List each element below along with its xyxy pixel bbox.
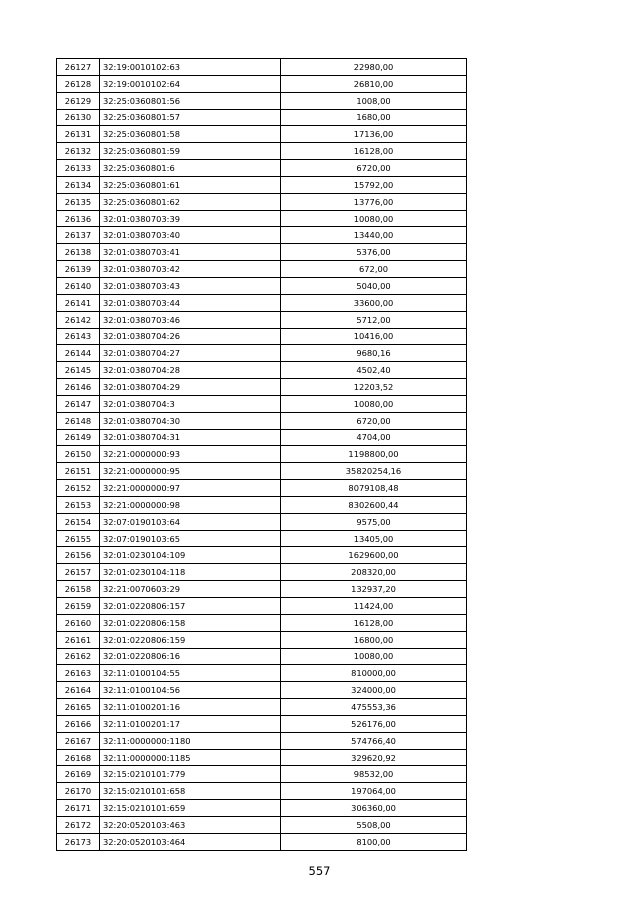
cadastral-value-cell: 16800,00 [281, 631, 467, 648]
table-body [57, 59, 467, 851]
cadastral-number-cell: 32:01:0380703:42 [100, 261, 281, 278]
table-row [57, 92, 467, 109]
cadastral-value-cell: 1629600,00 [281, 547, 467, 564]
row-number-cell: 26135 [57, 193, 100, 210]
cadastral-number-cell: 32:01:0380703:39 [100, 210, 281, 227]
cadastral-value-cell: 16128,00 [281, 614, 467, 631]
cadastral-value-cell: 208320,00 [281, 564, 467, 581]
row-number-cell: 26160 [57, 614, 100, 631]
row-number-cell: 26154 [57, 513, 100, 530]
row-number-cell: 26159 [57, 598, 100, 615]
cadastral-value-cell: 22980,00 [281, 59, 467, 76]
cadastral-value-cell: 4704,00 [281, 429, 467, 446]
table-row [57, 800, 467, 817]
table-row [57, 513, 467, 530]
cadastral-number-cell: 32:25:0360801:56 [100, 92, 281, 109]
cadastral-number-cell: 32:25:0360801:6 [100, 160, 281, 177]
cadastral-number-cell: 32:20:0520103:464 [100, 833, 281, 850]
table-row [57, 530, 467, 547]
cadastral-number-cell: 32:25:0360801:57 [100, 109, 281, 126]
cadastral-number-cell: 32:01:0380704:26 [100, 328, 281, 345]
table-row [57, 732, 467, 749]
cadastral-value-cell: 1198800,00 [281, 446, 467, 463]
cadastral-number-cell: 32:11:0100201:16 [100, 699, 281, 716]
cadastral-number-cell: 32:01:0220806:158 [100, 614, 281, 631]
cadastral-value-cell: 810000,00 [281, 665, 467, 682]
table-row [57, 109, 467, 126]
cadastral-number-cell: 32:21:0000000:93 [100, 446, 281, 463]
table-row [57, 143, 467, 160]
table-row [57, 176, 467, 193]
row-number-cell: 26166 [57, 715, 100, 732]
cadastral-value-cell: 329620,92 [281, 749, 467, 766]
cadastral-number-cell: 32:21:0000000:95 [100, 463, 281, 480]
table-row [57, 210, 467, 227]
cadastral-value-cell: 8079108,48 [281, 480, 467, 497]
cadastral-number-cell: 32:25:0360801:62 [100, 193, 281, 210]
row-number-cell: 26163 [57, 665, 100, 682]
row-number-cell: 26171 [57, 800, 100, 817]
cadastral-number-cell: 32:21:0070603:29 [100, 581, 281, 598]
table-row [57, 749, 467, 766]
table-row [57, 614, 467, 631]
table-row [57, 160, 467, 177]
row-number-cell: 26158 [57, 581, 100, 598]
cadastral-value-cell: 324000,00 [281, 682, 467, 699]
cadastral-number-cell: 32:11:0000000:1185 [100, 749, 281, 766]
cadastral-number-cell: 32:01:0380703:40 [100, 227, 281, 244]
row-number-cell: 26128 [57, 75, 100, 92]
cadastral-number-cell: 32:25:0360801:61 [100, 176, 281, 193]
table-row [57, 412, 467, 429]
table-row [57, 833, 467, 850]
table-row [57, 715, 467, 732]
cadastral-number-cell: 32:01:0230104:109 [100, 547, 281, 564]
cadastral-value-cell: 132937,20 [281, 581, 467, 598]
row-number-cell: 26170 [57, 783, 100, 800]
cadastral-value-cell: 10080,00 [281, 210, 467, 227]
row-number-cell: 26153 [57, 496, 100, 513]
table-row [57, 379, 467, 396]
cadastral-value-cell: 6720,00 [281, 412, 467, 429]
table-row [57, 463, 467, 480]
cadastral-number-cell: 32:01:0380704:30 [100, 412, 281, 429]
cadastral-number-cell: 32:01:0220806:16 [100, 648, 281, 665]
table-row [57, 598, 467, 615]
cadastral-number-cell: 32:19:0010102:64 [100, 75, 281, 92]
table-row [57, 294, 467, 311]
row-number-cell: 26149 [57, 429, 100, 446]
cadastral-value-cell: 8100,00 [281, 833, 467, 850]
cadastral-number-cell: 32:01:0380703:44 [100, 294, 281, 311]
cadastral-number-cell: 32:01:0380704:28 [100, 362, 281, 379]
cadastral-value-cell: 1008,00 [281, 92, 467, 109]
cadastral-value-cell: 98532,00 [281, 766, 467, 783]
table-row [57, 244, 467, 261]
cadastral-number-cell: 32:01:0380704:29 [100, 379, 281, 396]
row-number-cell: 26152 [57, 480, 100, 497]
table-row [57, 395, 467, 412]
table-row [57, 699, 467, 716]
cadastral-number-cell: 32:01:0230104:118 [100, 564, 281, 581]
cadastral-value-cell: 17136,00 [281, 126, 467, 143]
row-number-cell: 26134 [57, 176, 100, 193]
cadastral-value-table [56, 58, 467, 851]
cadastral-value-cell: 5376,00 [281, 244, 467, 261]
cadastral-value-cell: 10416,00 [281, 328, 467, 345]
cadastral-value-cell: 33600,00 [281, 294, 467, 311]
row-number-cell: 26172 [57, 816, 100, 833]
row-number-cell: 26142 [57, 311, 100, 328]
table-row [57, 480, 467, 497]
cadastral-number-cell: 32:07:0190103:65 [100, 530, 281, 547]
row-number-cell: 26148 [57, 412, 100, 429]
row-number-cell: 26167 [57, 732, 100, 749]
row-number-cell: 26146 [57, 379, 100, 396]
cadastral-number-cell: 32:01:0380704:27 [100, 345, 281, 362]
row-number-cell: 26156 [57, 547, 100, 564]
cadastral-number-cell: 32:01:0380704:31 [100, 429, 281, 446]
cadastral-number-cell: 32:01:0380703:46 [100, 311, 281, 328]
row-number-cell: 26168 [57, 749, 100, 766]
row-number-cell: 26137 [57, 227, 100, 244]
cadastral-value-cell: 15792,00 [281, 176, 467, 193]
cadastral-value-cell: 9680,16 [281, 345, 467, 362]
cadastral-value-cell: 10080,00 [281, 395, 467, 412]
table-row [57, 564, 467, 581]
row-number-cell: 26155 [57, 530, 100, 547]
table-row [57, 648, 467, 665]
row-number-cell: 26143 [57, 328, 100, 345]
cadastral-value-cell: 9575,00 [281, 513, 467, 530]
cadastral-value-cell: 13440,00 [281, 227, 467, 244]
cadastral-value-cell: 12203,52 [281, 379, 467, 396]
table-row [57, 362, 467, 379]
row-number-cell: 26165 [57, 699, 100, 716]
cadastral-value-cell: 10080,00 [281, 648, 467, 665]
cadastral-value-cell: 5712,00 [281, 311, 467, 328]
cadastral-value-cell: 197064,00 [281, 783, 467, 800]
cadastral-number-cell: 32:11:0100201:17 [100, 715, 281, 732]
table-row [57, 665, 467, 682]
cadastral-number-cell: 32:01:0380703:43 [100, 277, 281, 294]
row-number-cell: 26130 [57, 109, 100, 126]
table-row [57, 193, 467, 210]
table-row [57, 328, 467, 345]
table-row [57, 277, 467, 294]
row-number-cell: 26173 [57, 833, 100, 850]
cadastral-value-cell: 16128,00 [281, 143, 467, 160]
table-row [57, 126, 467, 143]
cadastral-value-cell: 5040,00 [281, 277, 467, 294]
cadastral-value-cell: 6720,00 [281, 160, 467, 177]
row-number-cell: 26140 [57, 277, 100, 294]
cadastral-value-cell: 574766,40 [281, 732, 467, 749]
table-row [57, 311, 467, 328]
cadastral-number-cell: 32:01:0220806:159 [100, 631, 281, 648]
row-number-cell: 26145 [57, 362, 100, 379]
cadastral-value-cell: 13776,00 [281, 193, 467, 210]
cadastral-number-cell: 32:07:0190103:64 [100, 513, 281, 530]
row-number-cell: 26147 [57, 395, 100, 412]
cadastral-value-cell: 475553,36 [281, 699, 467, 716]
cadastral-number-cell: 32:15:0210101:779 [100, 766, 281, 783]
table-row [57, 682, 467, 699]
table-row [57, 783, 467, 800]
cadastral-number-cell: 32:25:0360801:59 [100, 143, 281, 160]
cadastral-value-cell: 526176,00 [281, 715, 467, 732]
row-number-cell: 26133 [57, 160, 100, 177]
table-row [57, 429, 467, 446]
row-number-cell: 26164 [57, 682, 100, 699]
cadastral-value-cell: 672,00 [281, 261, 467, 278]
row-number-cell: 26141 [57, 294, 100, 311]
cadastral-number-cell: 32:15:0210101:659 [100, 800, 281, 817]
table-row [57, 816, 467, 833]
page-number: 557 [308, 864, 331, 878]
cadastral-number-cell: 32:21:0000000:97 [100, 480, 281, 497]
table-row [57, 75, 467, 92]
row-number-cell: 26162 [57, 648, 100, 665]
cadastral-number-cell: 32:01:0220806:157 [100, 598, 281, 615]
row-number-cell: 26151 [57, 463, 100, 480]
row-number-cell: 26129 [57, 92, 100, 109]
cadastral-value-cell: 13405,00 [281, 530, 467, 547]
table-row [57, 631, 467, 648]
row-number-cell: 26157 [57, 564, 100, 581]
row-number-cell: 26139 [57, 261, 100, 278]
table-row [57, 345, 467, 362]
cadastral-value-cell: 5508,00 [281, 816, 467, 833]
cadastral-value-cell: 35820254,16 [281, 463, 467, 480]
row-number-cell: 26136 [57, 210, 100, 227]
cadastral-number-cell: 32:11:0000000:1180 [100, 732, 281, 749]
row-number-cell: 26127 [57, 59, 100, 76]
cadastral-value-cell: 1680,00 [281, 109, 467, 126]
row-number-cell: 26131 [57, 126, 100, 143]
table-row [57, 59, 467, 76]
table-row [57, 446, 467, 463]
table-row [57, 766, 467, 783]
cadastral-value-cell: 306360,00 [281, 800, 467, 817]
cadastral-number-cell: 32:11:0100104:56 [100, 682, 281, 699]
cadastral-number-cell: 32:15:0210101:658 [100, 783, 281, 800]
cadastral-value-cell: 8302600,44 [281, 496, 467, 513]
cadastral-value-cell: 4502,40 [281, 362, 467, 379]
cadastral-number-cell: 32:01:0380703:41 [100, 244, 281, 261]
row-number-cell: 26138 [57, 244, 100, 261]
cadastral-value-cell: 11424,00 [281, 598, 467, 615]
row-number-cell: 26161 [57, 631, 100, 648]
cadastral-number-cell: 32:25:0360801:58 [100, 126, 281, 143]
row-number-cell: 26144 [57, 345, 100, 362]
table-row [57, 261, 467, 278]
cadastral-number-cell: 32:20:0520103:463 [100, 816, 281, 833]
table-row [57, 496, 467, 513]
cadastral-number-cell: 32:21:0000000:98 [100, 496, 281, 513]
table-row [57, 227, 467, 244]
row-number-cell: 26169 [57, 766, 100, 783]
cadastral-value-cell: 26810,00 [281, 75, 467, 92]
cadastral-number-cell: 32:11:0100104:55 [100, 665, 281, 682]
cadastral-number-cell: 32:01:0380704:3 [100, 395, 281, 412]
row-number-cell: 26150 [57, 446, 100, 463]
table-row [57, 581, 467, 598]
cadastral-number-cell: 32:19:0010102:63 [100, 59, 281, 76]
table-row [57, 547, 467, 564]
row-number-cell: 26132 [57, 143, 100, 160]
